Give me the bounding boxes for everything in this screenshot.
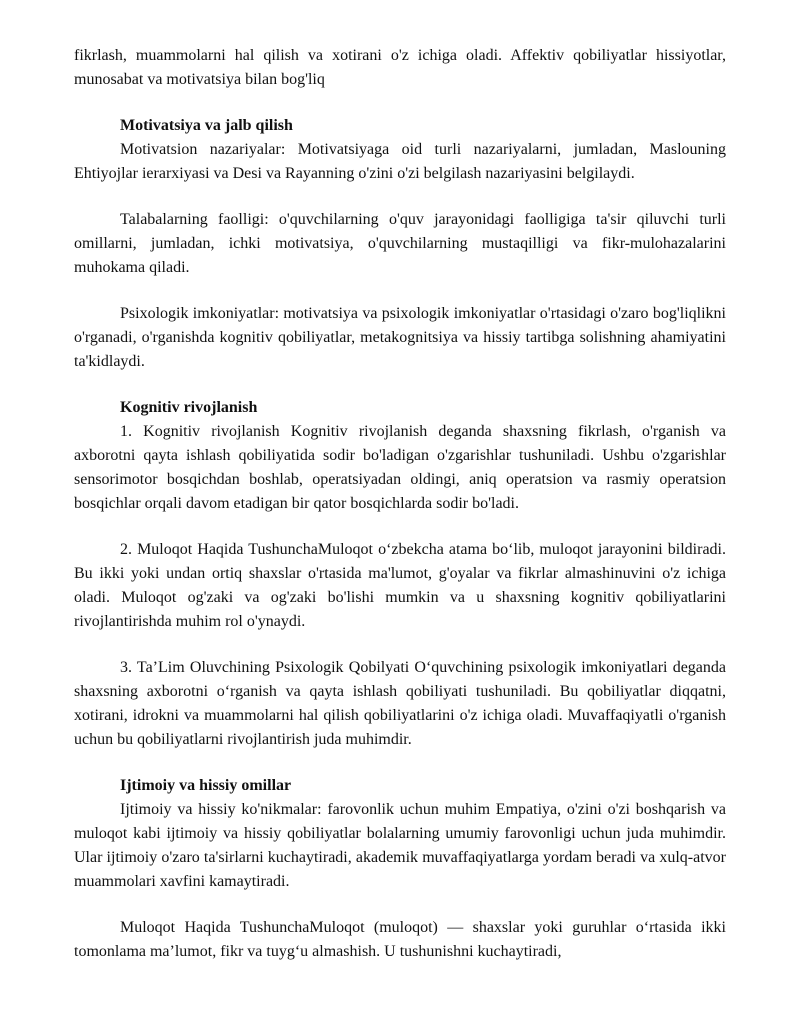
spacer xyxy=(74,752,726,774)
spacer xyxy=(74,280,726,302)
spacer xyxy=(74,894,726,916)
spacer xyxy=(74,92,726,114)
paragraph-communication-definition: Muloqot Haqida TushunchaMuloqot (muloqot) — shaxslar yoki guruhlar o‘rtasida ikki tomonlama ma’lumot, fikr va tuyg‘u almashish. U tushunishni kuchaytiradi, xyxy=(74,919,726,960)
heading-cognitive-development: Kognitiv rivojlanish xyxy=(120,399,258,416)
paragraph-learner-ability: 3. Ta’Lim Oluvchining Psixologik Qobilyati O‘quvchining psixologik imkoniyatlari deganda shaxsning axborotni o‘rganish va qayta ishlash qobiliyati tushuniladi. Bu qobiliyatlar diqqatni, xotirani, idrokni va muammolarni hal qilish qobiliyatlarini o'z ichiga oladi. Muvaffaqiyatli o'rganish uchun bu qobiliyatlarni rivojlantirish juda muhimdir. xyxy=(74,659,726,748)
paragraph-student-engagement: Talabalarning faolligi: o'quvchilarning o'quv jarayonidagi faolligiga ta'sir qiluvchi turli omillarni, jumladan, ichki motivatsiya, o'quvchilarning mustaqilligi va fikr-mulohazalarini muhokama qiladi. xyxy=(74,211,726,276)
paragraph-cognitive-development: 1. Kognitiv rivojlanish Kognitiv rivojlanish deganda shaxsning fikrlash, o'rganish va axborotni qayta ishlash qobiliyatida sodir bo'ladigan o'zgarishlar tushuniladi. Ushbu o'zgarishlar sensorimotor bosqichdan boshlab, operatsiyadan oldingi, aniq operatsion va rasmiy operatsion bosqichlar orqali davom etadigan bir qator bosqichlarda sodir bo'ladi. xyxy=(74,423,726,512)
paragraph-psychological-capacity: Psixologik imkoniyatlar: motivatsiya va psixologik imkoniyatlar o'rtasidagi o'zaro bog'liqlikni o'rganadi, o'rganishda kognitiv qobiliyatlar, metakognitsiya va hissiy tartibga solishning ahamiyatini ta'kidlaydi. xyxy=(74,305,726,370)
paragraph-social-emotional-skills: Ijtimoiy va hissiy ko'nikmalar: farovonlik uchun muhim Empatiya, o'zini o'zi boshqarish va muloqot kabi ijtimoiy va hissiy qobiliyatlar bolalarning umumiy farovonligi uchun juda muhimdir. Ular ijtimoiy o'zaro ta'sirlarni kuchaytiradi, akademik muvaffaqiyatlarga yordam beradi va xulq-atvor muammolari xavfini kamaytiradi. xyxy=(74,801,726,890)
paragraph-communication-concept: 2. Muloqot Haqida TushunchaMuloqot o‘zbekcha atama bo‘lib, muloqot jarayonini bildiradi. Bu ikki yoki undan ortiq shaxslar o'rtasida ma'lumot, g'oyalar va fikrlar almashinuvini o'z ichiga oladi. Muloqot og'zaki va og'zaki bo'lishi mumkin va u shaxsning kognitiv qobiliyatlarini rivojlantirishda muhim rol o'ynaydi. xyxy=(74,541,726,630)
heading-motivation: Motivatsiya va jalb qilish xyxy=(120,117,293,134)
spacer xyxy=(74,374,726,396)
spacer xyxy=(74,634,726,656)
paragraph-motivation-theories: Motivatsion nazariyalar: Motivatsiyaga oid turli nazariyalarni, jumladan, Maslouning Ehtiyojlar ierarxiyasi va Desi va Rayanning o'zini o'zi belgilash nazariyasini belgilaydi. xyxy=(74,141,726,182)
spacer xyxy=(74,516,726,538)
paragraph-intro: fikrlash, muammolarni hal qilish va xotirani o'z ichiga oladi. Affektiv qobiliyatlar hissiyotlar, munosabat va motivatsiya bilan bog'liq xyxy=(74,47,726,88)
document-page xyxy=(74,44,726,964)
heading-social-emotional: Ijtimoiy va hissiy omillar xyxy=(120,777,292,794)
spacer xyxy=(74,186,726,208)
